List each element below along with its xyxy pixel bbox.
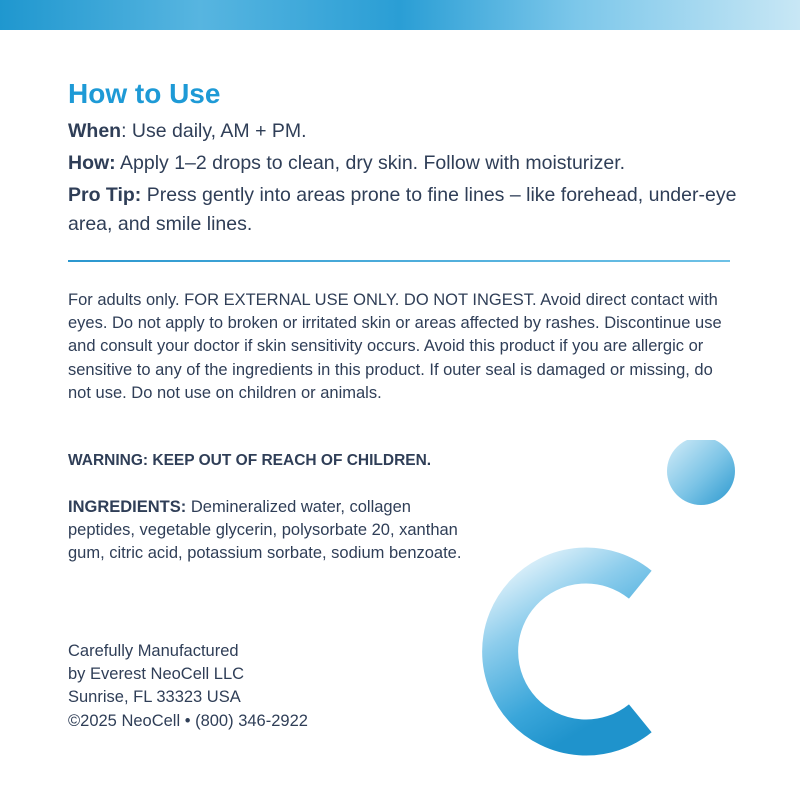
- manufacturer-line: Carefully Manufactured: [68, 642, 239, 660]
- usage-how-label: How:: [68, 152, 116, 174]
- usage-how-text: Apply 1–2 drops to clean, dry skin. Follow with moisturizer.: [115, 152, 626, 174]
- usage-pro-tip-text: Press gently into areas prone to fine lines – like forehead, under-eye area, and smile lines.: [68, 184, 737, 235]
- usage-pro-tip-label: Pro Tip:: [68, 184, 142, 206]
- ingredients-text: Demineralized water, collagen peptides, vegetable glycerin, polysorbate 20, xanthan gum, citric acid, potassium sorbate, sodium benzoate.: [68, 498, 462, 563]
- usage-instructions: [68, 117, 758, 242]
- manufacturer-info: [68, 640, 308, 733]
- usage-when-separator: :: [121, 120, 127, 142]
- manufacturer-contact: ©2025 NeoCell • (800) 346-2922: [68, 711, 308, 730]
- manufacturer-address: Sunrise, FL 33323 USA: [68, 688, 241, 707]
- ingredients-list: [68, 496, 468, 566]
- warning-text: WARNING: KEEP OUT OF REACH OF CHILDREN.: [68, 452, 432, 469]
- usage-pro-tip: [68, 181, 758, 239]
- usage-when-text: Use daily, AM + PM.: [126, 120, 307, 142]
- top-gradient-bar: [0, 0, 800, 30]
- caution-text: For adults only. FOR EXTERNAL USE ONLY. DO NOT INGEST. Avoid direct contact with eyes. Do not apply to broken or irritated skin or areas affected by rashes. Discontinue use and consult your doctor if skin sensitivity occurs. Avoid this product if you are allergic or sensitive to any of the ingredients in this product. If outer seal is damaged or missing, do not use. Do not use on children or animals.: [68, 291, 722, 402]
- neocell-logo-icon: [470, 440, 740, 760]
- usage-when: [68, 117, 758, 146]
- ingredients-label: INGREDIENTS:: [68, 498, 187, 516]
- manufacturer-line: by Everest NeoCell LLC: [68, 665, 245, 684]
- logo-dot: [667, 440, 735, 505]
- logo-c-arc: [500, 566, 640, 738]
- usage-how: [68, 149, 758, 178]
- section-divider: [68, 260, 730, 262]
- usage-when-label: When: [68, 120, 122, 142]
- page-title: How to Use: [68, 78, 221, 109]
